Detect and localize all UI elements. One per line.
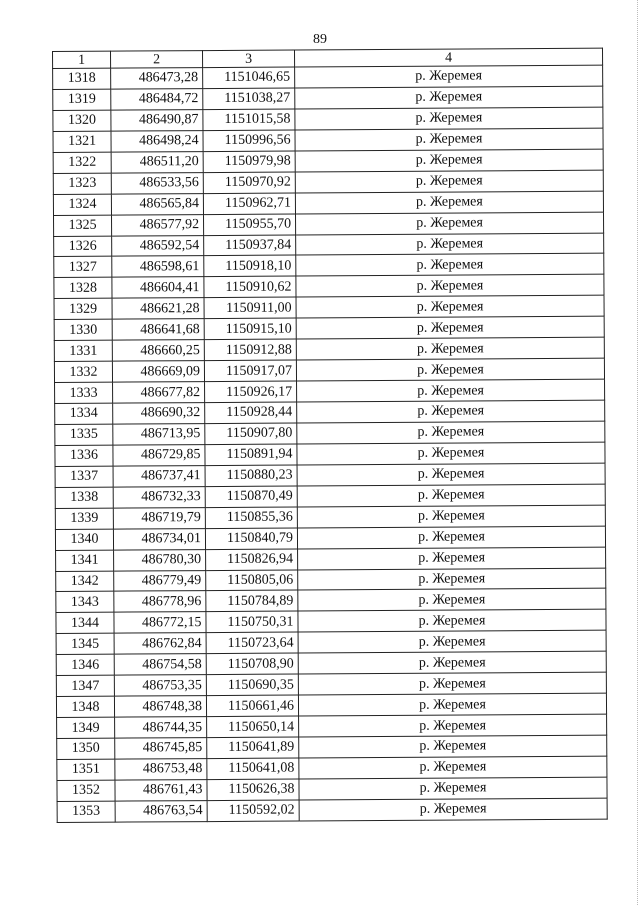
x-coordinate-cell: 486778,96 [114,591,206,612]
point-number-cell: 1337 [55,466,113,487]
y-coordinate-cell: 1151015,58 [203,109,295,130]
point-number-cell: 1338 [55,487,113,508]
description-cell: р. Жеремея [296,358,604,381]
x-coordinate-cell: 486780,30 [114,549,206,570]
description-cell: р. Жеремея [296,233,604,256]
point-number-cell: 1331 [54,340,112,361]
x-coordinate-cell: 486729,85 [113,444,205,465]
point-number-cell: 1340 [55,529,113,550]
description-cell: р. Жеремея [298,693,606,716]
y-coordinate-cell: 1150805,06 [206,570,298,591]
point-number-cell: 1325 [54,215,112,236]
y-coordinate-cell: 1150937,84 [204,235,296,256]
y-coordinate-cell: 1150910,62 [204,276,296,297]
description-cell: р. Жеремея [295,191,603,214]
point-number-cell: 1333 [55,382,113,403]
x-coordinate-cell: 486577,92 [112,214,204,235]
y-coordinate-cell: 1150911,00 [204,297,296,318]
point-number-cell: 1332 [54,361,112,382]
description-cell: р. Жеремея [297,379,605,402]
point-number-cell: 1327 [54,257,112,278]
y-coordinate-cell: 1150870,49 [205,486,297,507]
y-coordinate-cell: 1150592,02 [207,800,299,821]
x-coordinate-cell: 486565,84 [111,193,203,214]
scan-margin-edge [634,0,638,905]
point-number-cell: 1342 [56,571,114,592]
description-cell: р. Жеремея [295,149,603,172]
y-coordinate-cell: 1151046,65 [203,67,295,88]
description-cell: р. Жеремея [298,568,606,591]
x-coordinate-cell: 486621,28 [112,298,204,319]
y-coordinate-cell: 1150855,36 [205,507,297,528]
x-coordinate-cell: 486677,82 [113,382,205,403]
x-coordinate-cell: 486713,95 [113,424,205,445]
y-coordinate-cell: 1150750,31 [206,611,298,632]
description-cell: р. Жеремея [295,86,603,109]
y-coordinate-cell: 1150955,70 [203,214,295,235]
point-number-cell: 1346 [56,654,114,675]
x-coordinate-cell: 486753,35 [114,675,206,696]
y-coordinate-cell: 1150917,07 [204,360,296,381]
point-number-cell: 1320 [53,110,111,131]
point-number-cell: 1334 [55,403,113,424]
description-cell: р. Жеремея [297,463,605,486]
y-coordinate-cell: 1150626,38 [207,779,299,800]
x-coordinate-cell: 486753,48 [115,759,207,780]
point-number-cell: 1323 [53,173,111,194]
y-coordinate-cell: 1150918,10 [204,255,296,276]
y-coordinate-cell: 1150915,10 [204,318,296,339]
y-coordinate-cell: 1150970,92 [203,172,295,193]
description-cell: р. Жеремея [296,275,604,298]
x-coordinate-cell: 486490,87 [111,109,203,130]
point-number-cell: 1344 [56,613,114,634]
x-coordinate-cell: 486669,09 [112,361,204,382]
point-number-cell: 1336 [55,445,113,466]
x-coordinate-cell: 486762,84 [114,633,206,654]
x-coordinate-cell: 486592,54 [112,235,204,256]
point-number-cell: 1330 [54,319,112,340]
point-number-cell: 1352 [57,780,115,801]
point-number-cell: 1324 [53,194,111,215]
description-cell: р. Жеремея [295,107,603,130]
description-cell: р. Жеремея [295,212,603,235]
description-cell: р. Жеремея [297,505,605,528]
description-cell: р. Жеремея [299,777,607,800]
header-cell-point-number: 1 [53,51,111,68]
x-coordinate-cell: 486754,58 [114,654,206,675]
point-number-cell: 1335 [55,424,113,445]
x-coordinate-cell: 486737,41 [113,465,205,486]
y-coordinate-cell: 1150880,23 [205,465,297,486]
point-number-cell: 1318 [53,68,111,89]
x-coordinate-cell: 486473,28 [111,68,203,89]
description-cell: р. Жеремея [295,128,603,151]
x-coordinate-cell: 486484,72 [111,89,203,110]
description-cell: р. Жеремея [296,295,604,318]
description-cell: р. Жеремея [296,316,604,339]
description-cell: р. Жеремея [298,651,606,674]
point-number-cell: 1341 [56,550,114,571]
x-coordinate-cell: 486744,35 [115,717,207,738]
description-cell: р. Жеремея [297,421,605,444]
point-number-cell: 1339 [55,508,113,529]
x-coordinate-cell: 486719,79 [113,507,205,528]
description-cell: р. Жеремея [299,798,607,821]
point-number-cell: 1322 [53,152,111,173]
description-cell: р. Жеремея [298,547,606,570]
point-number-cell: 1328 [54,278,112,299]
y-coordinate-cell: 1150979,98 [203,151,295,172]
table-row [57,798,607,822]
description-cell: р. Жеремея [297,526,605,549]
point-number-cell: 1347 [56,675,114,696]
description-cell: р. Жеремея [298,589,606,612]
x-coordinate-cell: 486690,32 [113,403,205,424]
description-cell: р. Жеремея [298,630,606,653]
header-cell-description: 4 [294,48,602,67]
point-number-cell: 1321 [53,131,111,152]
description-cell: р. Жеремея [299,735,607,758]
y-coordinate-cell: 1150650,14 [207,716,299,737]
description-cell: р. Жеремея [298,672,606,695]
x-coordinate-cell: 486511,20 [111,151,203,172]
description-cell: р. Жеремея [296,254,604,277]
x-coordinate-cell: 486641,68 [112,319,204,340]
header-cell-y-coordinate: 3 [203,50,295,68]
x-coordinate-cell: 486660,25 [112,340,204,361]
description-cell: р. Жеремея [298,610,606,633]
description-cell: р. Жеремея [297,400,605,423]
coordinates-table [52,48,608,823]
y-coordinate-cell: 1150784,89 [206,590,298,611]
y-coordinate-cell: 1150928,44 [205,402,297,423]
x-coordinate-cell: 486763,54 [115,800,207,821]
x-coordinate-cell: 486745,85 [115,738,207,759]
x-coordinate-cell: 486598,61 [112,256,204,277]
description-cell: р. Жеремея [299,756,607,779]
y-coordinate-cell: 1150891,94 [205,444,297,465]
point-number-cell: 1343 [56,592,114,613]
y-coordinate-cell: 1150907,80 [205,423,297,444]
description-cell: р. Жеремея [296,337,604,360]
y-coordinate-cell: 1150708,90 [206,653,298,674]
x-coordinate-cell: 486732,33 [113,486,205,507]
y-coordinate-cell: 1150641,08 [207,758,299,779]
description-cell: р. Жеремея [295,170,603,193]
table-body [53,65,608,822]
x-coordinate-cell: 486498,24 [111,130,203,151]
point-number-cell: 1319 [53,89,111,110]
x-coordinate-cell: 486772,15 [114,612,206,633]
y-coordinate-cell: 1150641,89 [207,737,299,758]
x-coordinate-cell: 486748,38 [114,696,206,717]
y-coordinate-cell: 1150912,88 [204,339,296,360]
y-coordinate-cell: 1150840,79 [205,528,297,549]
point-number-cell: 1326 [54,236,112,257]
point-number-cell: 1350 [57,738,115,759]
x-coordinate-cell: 486761,43 [115,779,207,800]
description-cell: р. Жеремея [295,65,603,88]
y-coordinate-cell: 1150926,17 [205,381,297,402]
description-cell: р. Жеремея [299,714,607,737]
point-number-cell: 1345 [56,633,114,654]
point-number-cell: 1329 [54,298,112,319]
y-coordinate-cell: 1150996,56 [203,130,295,151]
y-coordinate-cell: 1151038,27 [203,88,295,109]
y-coordinate-cell: 1150661,46 [206,695,298,716]
y-coordinate-cell: 1150723,64 [206,632,298,653]
description-cell: р. Жеремея [297,484,605,507]
x-coordinate-cell: 486779,49 [114,570,206,591]
y-coordinate-cell: 1150690,35 [206,674,298,695]
header-cell-x-coordinate: 2 [111,51,203,69]
x-coordinate-cell: 486533,56 [111,172,203,193]
description-cell: р. Жеремея [297,442,605,465]
point-number-cell: 1351 [57,759,115,780]
y-coordinate-cell: 1150962,71 [203,193,295,214]
point-number-cell: 1348 [56,696,114,717]
point-number-cell: 1349 [57,717,115,738]
x-coordinate-cell: 486604,41 [112,277,204,298]
point-number-cell: 1353 [57,801,115,822]
y-coordinate-cell: 1150826,94 [206,549,298,570]
page-number: 89 [313,32,327,47]
x-coordinate-cell: 486734,01 [113,528,205,549]
